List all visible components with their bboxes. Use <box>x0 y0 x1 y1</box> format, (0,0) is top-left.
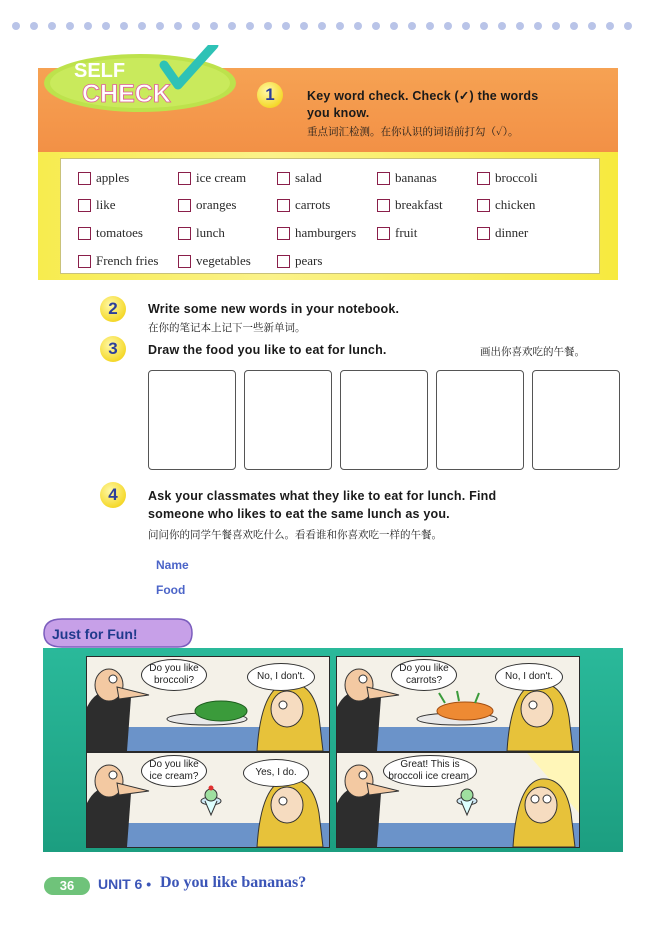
word-checkbox[interactable] <box>377 172 390 185</box>
border-dot <box>444 22 452 30</box>
border-dot <box>228 22 236 30</box>
border-dot <box>66 22 74 30</box>
border-dot <box>372 22 380 30</box>
word-label: chicken <box>495 197 536 212</box>
border-dot <box>12 22 20 30</box>
word-checkbox[interactable] <box>377 199 390 212</box>
dot-border <box>12 22 642 34</box>
section-1-chinese: 重点词汇检测。在你认识的词语前打勾（✓）。 <box>307 126 519 138</box>
word-label: pears <box>295 253 323 268</box>
word-label: apples <box>96 170 130 185</box>
drawing-box-1[interactable] <box>148 370 236 470</box>
word-item <box>178 225 225 241</box>
word-item <box>78 253 158 269</box>
word-checkbox[interactable] <box>78 199 91 212</box>
border-dot <box>552 22 560 30</box>
border-dot <box>246 22 254 30</box>
panel-3-right-bubble: Yes, I do. <box>243 759 309 787</box>
word-checkbox[interactable] <box>277 172 290 185</box>
word-item <box>277 253 322 269</box>
panel-2-left-line1: Do you like <box>399 663 449 674</box>
border-dot <box>588 22 596 30</box>
border-dot <box>354 22 362 30</box>
word-label: broccoli <box>495 170 538 185</box>
border-dot <box>264 22 272 30</box>
word-checkbox[interactable] <box>277 255 290 268</box>
word-checkbox[interactable] <box>178 255 191 268</box>
word-item <box>377 225 417 241</box>
word-label: like <box>96 197 116 212</box>
section-3-instruction: Draw the food you like to eat for lunch. <box>148 343 387 357</box>
panel-2-left-bubble <box>391 659 457 691</box>
word-label: tomatoes <box>96 225 143 240</box>
word-label: oranges <box>196 197 237 212</box>
border-dot <box>516 22 524 30</box>
drawing-box-5[interactable] <box>532 370 620 470</box>
border-dot <box>534 22 542 30</box>
self-check-logo <box>44 45 242 113</box>
border-dot <box>138 22 146 30</box>
self-check-line1: SELF <box>74 60 126 82</box>
name-label: Name <box>156 558 189 572</box>
border-dot <box>192 22 200 30</box>
panel-3-left-line2: ice cream? <box>149 771 199 782</box>
section-4-chinese: 问问你的同学午餐喜欢吃什么。看看谁和你喜欢吃一样的午餐。 <box>148 529 442 541</box>
border-dot <box>174 22 182 30</box>
word-item <box>277 197 330 213</box>
word-checkbox[interactable] <box>78 172 91 185</box>
border-dot <box>624 22 632 30</box>
word-checkbox[interactable] <box>477 199 490 212</box>
border-dot <box>84 22 92 30</box>
word-label: vegetables <box>196 253 251 268</box>
word-label: ice cream <box>196 170 247 185</box>
word-checkbox[interactable] <box>178 172 191 185</box>
border-dot <box>606 22 614 30</box>
word-item <box>477 197 535 213</box>
panel-2-right-bubble: No, I don't. <box>495 663 563 691</box>
word-checkbox[interactable] <box>178 199 191 212</box>
section-2-number: 2 <box>100 296 126 322</box>
section-1-instruction-line2: you know. <box>307 106 370 120</box>
border-dot <box>390 22 398 30</box>
word-label: hamburgers <box>295 225 357 240</box>
word-label: lunch <box>196 225 225 240</box>
border-dot <box>408 22 416 30</box>
drawing-box-4[interactable] <box>436 370 524 470</box>
panel-3-left-bubble <box>141 755 207 787</box>
section-1-instruction-line1: Key word check. Check (✓) the words <box>307 89 539 103</box>
word-item <box>178 170 246 186</box>
word-item <box>477 170 538 186</box>
word-label: carrots <box>295 197 331 212</box>
panel-1-left-line2: broccoli? <box>153 675 195 686</box>
border-dot <box>570 22 578 30</box>
unit-title: Do you like bananas? <box>160 874 307 891</box>
word-label: breakfast <box>395 197 443 212</box>
border-dot <box>318 22 326 30</box>
comic-panel-4 <box>336 752 580 848</box>
drawing-box-3[interactable] <box>340 370 428 470</box>
section-4-instruction-line2: someone who likes to eat the same lunch as you. <box>148 507 450 521</box>
page-number: 36 <box>44 877 90 895</box>
word-checkbox[interactable] <box>277 199 290 212</box>
unit-label-text: UNIT 6 <box>98 876 143 892</box>
border-dot <box>300 22 308 30</box>
word-checkbox[interactable] <box>78 255 91 268</box>
word-label: dinner <box>495 225 529 240</box>
just-for-fun-banner <box>42 617 194 649</box>
word-item <box>377 197 443 213</box>
border-dot <box>120 22 128 30</box>
word-item <box>377 170 437 186</box>
word-item <box>277 170 322 186</box>
section-4-instruction-line1: Ask your classmates what they like to eat for lunch. Find <box>148 489 497 503</box>
panel-1-left-line1: Do you like <box>149 663 199 674</box>
word-label: fruit <box>395 225 418 240</box>
border-dot <box>498 22 506 30</box>
border-dot <box>30 22 38 30</box>
word-item <box>78 170 129 186</box>
word-checkbox[interactable] <box>477 172 490 185</box>
panel-2-left-line2: carrots? <box>405 675 443 686</box>
comic-panel-1 <box>86 656 330 752</box>
border-dot <box>336 22 344 30</box>
border-dot <box>480 22 488 30</box>
section-2-instruction: Write some new words in your notebook. <box>148 302 400 316</box>
border-dot <box>48 22 56 30</box>
drawing-box-2[interactable] <box>244 370 332 470</box>
border-dot <box>102 22 110 30</box>
section-2-chinese: 在你的笔记本上记下一些新单词。 <box>148 322 306 334</box>
word-item <box>477 225 528 241</box>
panel-3-left-line1: Do you like <box>149 759 199 770</box>
self-check-line2: CHECK <box>82 80 171 108</box>
panel-4-left-bubble <box>383 755 477 787</box>
word-item <box>277 225 356 241</box>
comic-panel-3 <box>86 752 330 848</box>
food-label: Food <box>156 583 186 597</box>
word-item <box>178 197 236 213</box>
border-dot <box>426 22 434 30</box>
border-dot <box>462 22 470 30</box>
border-dot <box>210 22 218 30</box>
panel-4-left-line2: broccoli ice cream. <box>388 771 472 782</box>
border-dot <box>156 22 164 30</box>
word-checkbox[interactable] <box>277 227 290 240</box>
word-checkbox[interactable] <box>377 227 390 240</box>
word-item <box>78 225 143 241</box>
comic-panel-2 <box>336 656 580 752</box>
word-checkbox[interactable] <box>477 227 490 240</box>
section-4-number: 4 <box>100 482 126 508</box>
word-label: bananas <box>395 170 437 185</box>
panel-1-right-bubble: No, I don't. <box>247 663 315 691</box>
panel-1-left-bubble <box>141 659 207 691</box>
word-label: French fries <box>96 253 159 268</box>
panel-4-left-line1: Great! This is <box>400 759 460 770</box>
unit-label <box>98 876 151 892</box>
just-for-fun-title: Just for Fun! <box>52 626 138 642</box>
word-checkbox[interactable] <box>178 227 191 240</box>
word-checkbox[interactable] <box>78 227 91 240</box>
border-dot <box>282 22 290 30</box>
word-item <box>78 197 116 213</box>
section-3-number: 3 <box>100 336 126 362</box>
section-1-number: 1 <box>257 82 283 108</box>
word-item <box>178 253 251 269</box>
section-3-chinese: 画出你喜欢吃的午餐。 <box>480 346 585 358</box>
word-label: salad <box>295 170 322 185</box>
unit-separator: • <box>146 876 152 892</box>
